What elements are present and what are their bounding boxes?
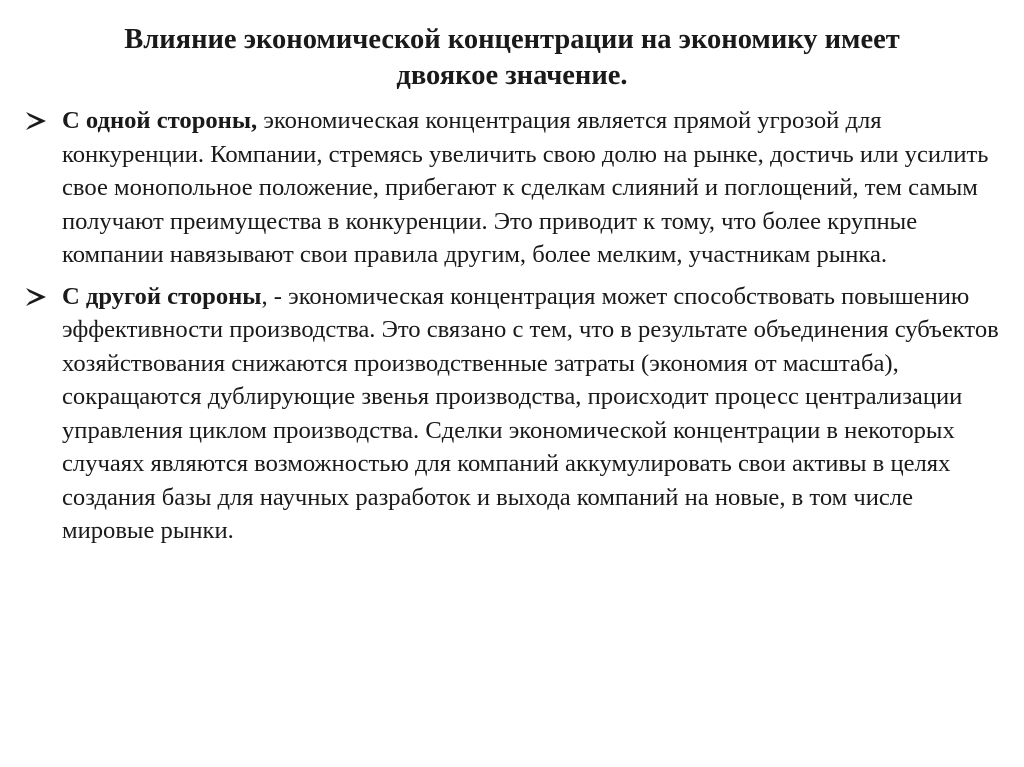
slide-title-line-2: двоякое значение. [396, 60, 628, 91]
bullet-2-text: , - экономическая концентрация может способствовать повышению эффективности производства. Это связано с тем, что в результате объединения субъектов хозяйствования снижаются производственные затраты (экономия от масштаба), сокращаются дублирующие звенья производства, происходит процесс централизации управления циклом производства. Сделки экономической концентрации в некоторых случаях являются возможностью для компаний аккумулировать свои активы в целях создания базы для научных разработок и выхода компаний на новые, в том числе мировые рынки. [62, 282, 999, 544]
bullet-point-1 [22, 104, 1007, 272]
bullet-list [22, 104, 1007, 548]
arrowhead-bullet-icon [25, 111, 47, 131]
bullet-2-lead: С другой стороны [62, 282, 262, 310]
slide-title [40, 22, 984, 94]
slide-title-line-1: Влияние экономической концентрации на экономику имеет [124, 24, 900, 55]
bullet-1-text: экономическая концентрация является прямой угрозой для конкуренции. Компании, стремясь увеличить свою долю на рынке, достичь или усилить свое монопольное положение, прибегают к сделкам слияний и поглощений, тем самым получают преимущества в конкуренции. Это приводит к тому, что более крупные компании навязывают свои правила другим, более мелким, участникам рынка. [62, 107, 989, 268]
bullet-1-lead: С одной стороны, [62, 107, 258, 134]
arrowhead-bullet-icon [25, 287, 47, 307]
bullet-point-2 [22, 280, 1007, 548]
